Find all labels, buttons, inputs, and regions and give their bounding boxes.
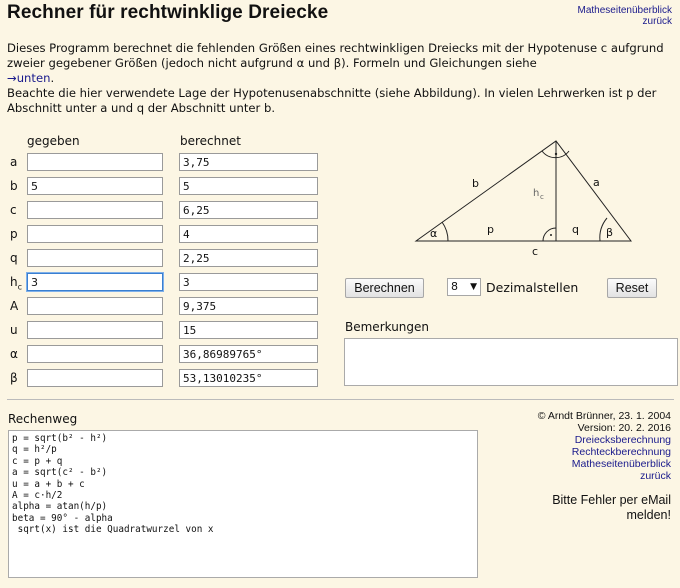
intro-text (7, 41, 677, 116)
label-alpha: α (430, 227, 438, 240)
header-calculated: berechnet (180, 134, 241, 148)
label-h-sub: c (540, 193, 544, 201)
row-label: a (10, 155, 18, 169)
calculated-output[interactable]: 6,25 (179, 201, 318, 219)
label-c: c (532, 245, 539, 258)
link-zurueck[interactable]: zurück (642, 16, 672, 27)
triangle-outline (416, 141, 631, 241)
rechenweg-line: alpha = atan(h/p) (12, 501, 108, 513)
row-label: α (10, 347, 18, 361)
remarks-label: Bemerkungen (345, 320, 430, 334)
intro-paragraph-2: Beachte die hier verwendete Lage der Hypotenusenabschnitte (siehe Abbildung). In vielen Lehrwerken ist p der Abschnitt unter a und q der Abschnitt unter b. (7, 86, 657, 115)
given-input[interactable]: 3 (27, 273, 163, 291)
divider (7, 399, 674, 400)
calculated-output[interactable]: 9,375 (179, 297, 318, 315)
alpha-arc (442, 222, 448, 241)
rechenweg-textarea[interactable] (8, 430, 478, 578)
link-rechteckberechnung[interactable]: Rechteckberechnung (571, 446, 671, 458)
chevron-down-icon: ▼ (470, 282, 477, 292)
decimals-label: Dezimalstellen (486, 280, 579, 295)
rechenweg-line: p = sqrt(b² - h²) (12, 433, 108, 444)
given-input[interactable] (27, 249, 163, 267)
remarks-textarea[interactable] (344, 338, 678, 386)
calculate-button[interactable]: Berechnen (345, 278, 424, 298)
author-line: © Arndt Brünner, 23. 1. 2004 (537, 410, 671, 422)
reset-button[interactable]: Reset (607, 278, 657, 298)
given-input[interactable] (27, 225, 163, 243)
rechenweg-line: q = h²/p (12, 444, 57, 456)
rechenweg-line: a = sqrt(c² - b²) (12, 467, 108, 479)
right-angle-dot-top (555, 153, 557, 155)
label-b: b (472, 177, 479, 190)
row-label: A (10, 299, 19, 313)
rechenweg-label: Rechenweg (8, 412, 78, 426)
row-label: β (10, 371, 18, 385)
page-title: Rechner für rechtwinklige Dreiecke (7, 2, 329, 23)
version-line: Version: 20. 2. 2016 (577, 422, 671, 434)
given-input[interactable] (27, 297, 163, 315)
row-label: b (10, 179, 18, 193)
label-h: h (533, 188, 540, 199)
given-input[interactable] (27, 321, 163, 339)
row-label: q (10, 251, 18, 265)
rechenweg-line: sqrt(x) ist die Quadratwurzel von x (12, 524, 214, 536)
label-q: q (572, 223, 579, 236)
link-matheseitenueberblick-bottom[interactable]: Matheseitenüberblick (571, 458, 671, 470)
author-info (538, 410, 671, 482)
error-report-note: Bitte Fehler per eMail melden! (552, 493, 671, 522)
rechenweg-line: beta = 90° - alpha (12, 512, 113, 524)
right-angle-arc-bottom (543, 228, 556, 241)
link-dreiecksberechnung[interactable]: Dreiecksberechnung (574, 434, 671, 446)
rechenweg-line: u = a + b + c (12, 478, 85, 490)
calculated-output[interactable]: 15 (179, 321, 318, 339)
given-input[interactable] (27, 369, 163, 387)
link-unten[interactable]: →unten (7, 71, 51, 85)
calculated-output[interactable]: 53,13010235° (179, 369, 318, 387)
link-matheseitenueberblick[interactable]: Matheseitenüberblick (577, 5, 672, 16)
given-input[interactable]: 5 (27, 177, 163, 195)
header-given: gegeben (27, 134, 80, 148)
calculated-output[interactable]: 5 (179, 177, 318, 195)
given-input[interactable] (27, 201, 163, 219)
label-p: p (487, 223, 494, 236)
label-beta: β (606, 226, 614, 239)
calculated-output[interactable]: 3,75 (179, 153, 318, 171)
rechenweg-line: c = p + q (12, 455, 63, 467)
intro-paragraph-1: Dieses Programm berechnet die fehlenden Größen eines rechtwinkligen Dreiecks mit der Hypotenuse c aufgrund zweier gegebener Größen (jedoch nicht aufgrund α und β). Formeln und Gleichungen siehe →unten. (7, 41, 664, 85)
row-label: $h_c$ (10, 275, 23, 292)
given-input[interactable] (27, 153, 163, 171)
row-label: u (10, 323, 18, 337)
link-zurueck-bottom[interactable]: zurück (640, 470, 671, 482)
calculated-output[interactable]: 36,86989765° (179, 345, 318, 363)
calculated-output[interactable]: 3 (179, 273, 318, 291)
rechenweg-line: A = c·h/2 (12, 490, 63, 502)
given-input[interactable] (27, 345, 163, 363)
row-label: p (10, 227, 18, 241)
triangle-diagram (410, 132, 640, 260)
right-angle-dot-bottom (550, 234, 552, 236)
decimals-select[interactable]: 8 ▼ (447, 278, 481, 296)
calculated-output[interactable]: 2,25 (179, 249, 318, 267)
calculated-output[interactable]: 4 (179, 225, 318, 243)
label-a: a (593, 176, 600, 189)
row-label: c (10, 203, 17, 217)
